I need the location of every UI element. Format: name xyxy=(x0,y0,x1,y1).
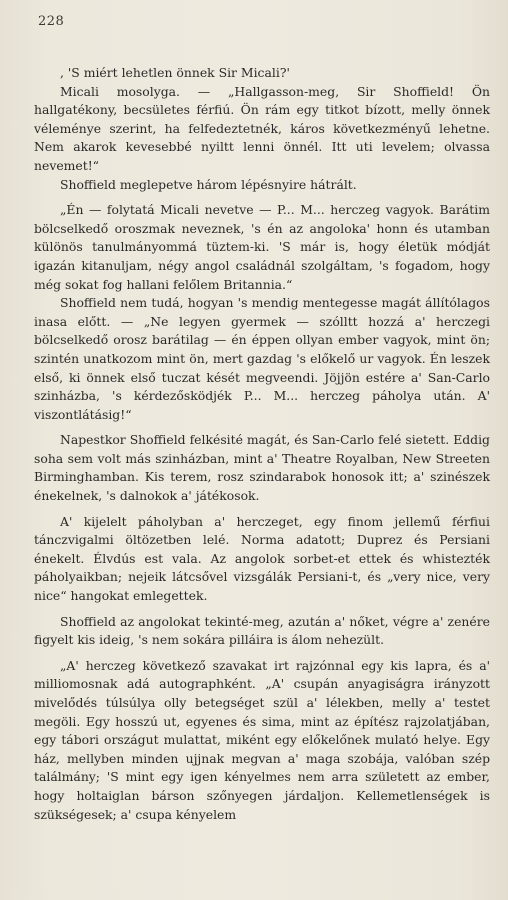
paragraph: Micali mosolyga. — „Hallgasson-meg, Sir Shoffield! Ön hallgatékony, becsületes férfiú. Ön rám egy titkot bízott, melly önnek véleménye szerint, ha felfedeztetnék, káros következményű lehetne. Nem akarok kevesebbé nyiltt lenni önnél. Itt uti levelem; olvassa nevemet!“ xyxy=(34,83,490,173)
paragraph: A' kijelelt páholyban a' herczeget, egy finom jellemű férfiui tánczvigalmi öltözetben lelé. Norma adatott; Duprez és Persiani énekelt. Élvdús est vala. Az angolok sorbet-et ettek és whistezték páholyaikban; nejeik látcsővel vizsgálák Persiani-t, és „very nice, very nice“ hangokat emlegettek. xyxy=(34,513,490,604)
paragraph: Napestkor Shoffield felkésité magát, és San-Carlo felé sietett. Eddig soha sem volt más szinházban, mint a' Theatre Royalban, New Streeten Birminghamban. Kis terem, rosz szindarabok honosok itt; a' szinészek énekelnek, 's dalnokok a' játékosok. xyxy=(34,432,490,504)
page-number: 228 xyxy=(38,14,65,29)
paragraph: Shoffield az angolokat tekinté-meg, azután a' nőket, végre a' zenére figyelt kis ideig, 's nem sokára pilláira is álom nehezült. xyxy=(34,613,490,648)
paragraph: , 'S miért lehetlen önnek Sir Micali?' xyxy=(60,65,290,80)
body-text xyxy=(34,64,490,824)
paragraph: Shoffield nem tudá, hogyan 's mendig mentegesse magát állítólagos inasa előtt. — „Ne legyen gyermek — szólltt hozzá a' herczegi bölcselkedő orosz barátilag — én éppen ollyan ember vagyok, mint ön; szintén unatkozom mint ön, mert gazdag 's előkelő ur vagyok. Én leszek első, ki önnek első tuczat kését megveendi. Jöjjön estére a' San-Carlo szinházba, 's kérdezősködjék P... M... herczeg páholya után. A' viszontlátásig!“ xyxy=(34,295,490,422)
paragraph: „Én — folytatá Micali nevetve — P... M... herczeg vagyok. Barátim bölcselkedő oroszmak neveznek, 's én az angoloka' honn és utamban különös tanulmányommá tüztem-ki. 'S már is, hogy életük módját igazán kitanuljam, négy angol családnál szolgáltam, 's fogadom, hogy még sokat fog hallani felőlem Britannia.“ xyxy=(34,202,490,292)
paragraph: „A' herczeg következő szavakat irt rajzónnal egy kis lapra, és a' milliomosnak adá autographként. „A' csupán anyagiságra irányzott mivelődés túlsúlya olly betegséget szül a' lélekben, melly a' testet megöli. Egy hosszú ut, egyenes és sima, mint az építész rajzolatjában, egy tábori országut mulattat, miként egy előkelőnek mulató helye. Egy ház, mellyben minden ujjnak megvan a' maga szobája, valóban szép találmány; 'S mint egy igen kényelmes nem arra született az ember, hogy holtaiglan bárson szőnyegen járdaljon. Kellemetlenségek is szükségesek; a' csupa kényelem xyxy=(34,657,490,822)
paragraph: Shoffield meglepetve három lépésnyire hátrált. xyxy=(60,176,357,192)
